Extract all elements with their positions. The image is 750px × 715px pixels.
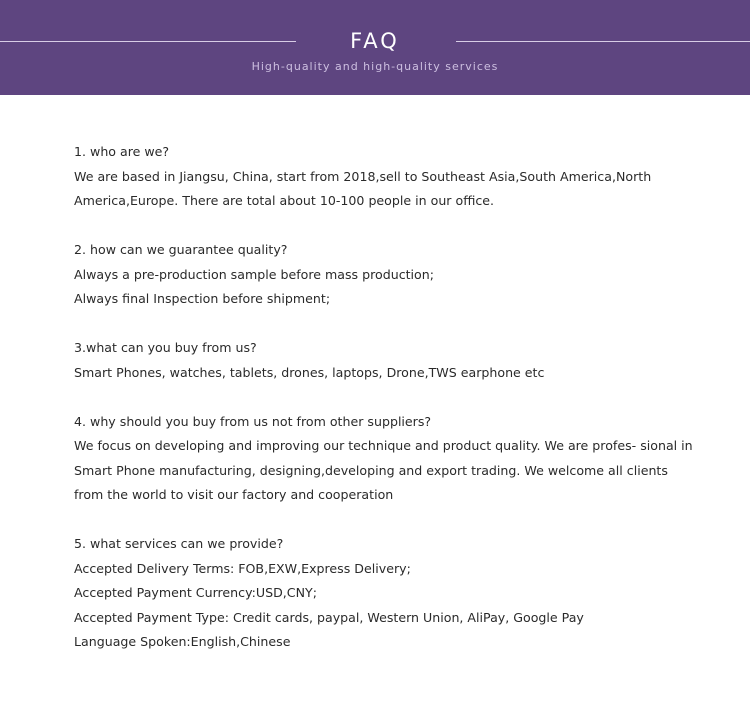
faq-answer-line: Language Spoken:English,Chinese [74,634,291,649]
faq-content [74,140,694,679]
faq-item-who-are-we [74,140,694,214]
faq-question: 1. who are we? [74,144,170,159]
faq-item-why-us [74,410,694,508]
faq-question: 5. what services can we provide? [74,536,284,551]
faq-answer-line: Always a pre-production sample before mass production; [74,266,434,282]
faq-answer: We are based in Jiangsu, China, start from 2018,sell to Southeast Asia,South America,North America,Europe. There are total about 10-100 people in our office. [74,168,652,208]
faq-answer-line: Accepted Delivery Terms: FOB,EXW,Express Delivery; [74,560,411,576]
faq-answer: Smart Phones, watches, tablets, drones, laptops, Drone,TWS earphone etc [74,364,545,380]
faq-answer-line: Accepted Payment Type: Credit cards, paypal, Western Union, AliPay, Google Pay [74,609,584,625]
faq-question: 2. how can we guarantee quality? [74,242,288,257]
faq-header-banner [0,0,750,95]
faq-question: 3.what can you buy from us? [74,340,257,355]
faq-item-services [74,532,694,655]
page-title: FAQ [350,29,400,53]
faq-answer: We focus on developing and improving our technique and product quality. We are profes- sional in Smart Phone manufacturing, designing,developing and export trading. We welcome all clients from the world to visit our factory and cooperation [74,438,693,502]
faq-answer-line: Always final Inspection before shipment; [74,291,331,306]
faq-item-products [74,336,694,385]
faq-answer-line: Accepted Payment Currency:USD,CNY; [74,585,317,600]
page-subtitle: High-quality and high-quality services [251,60,499,73]
faq-question: 4. why should you buy from us not from other suppliers? [74,413,432,429]
faq-item-quality [74,238,694,312]
